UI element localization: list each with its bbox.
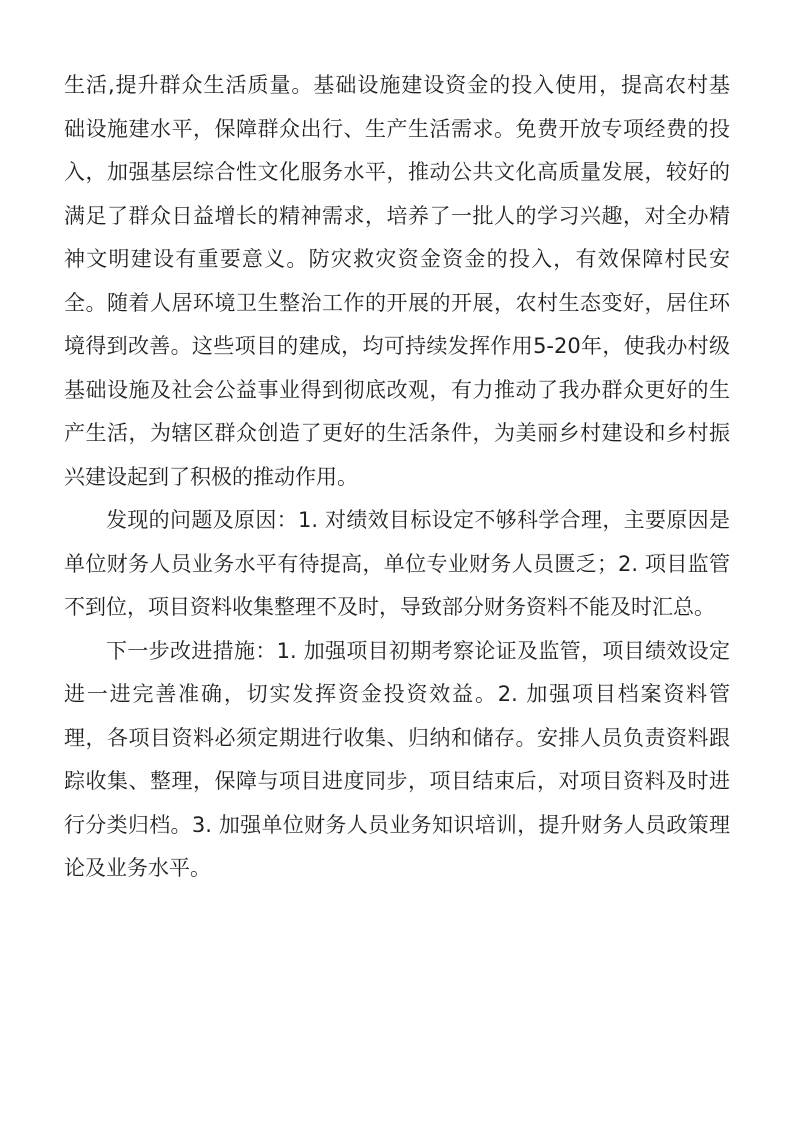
text-line: 下一步改进措施：1. 加强项目初期考察论证及监管，项目绩效设定 — [106, 638, 730, 663]
text-line: 不到位，项目资料收集整理不及时，导致部分财务资料不能及时汇总。 — [64, 595, 715, 619]
text-line: 论及业务水平。 — [64, 856, 211, 880]
text-line: 满足了群众日益增长的精神需求，培养了一批人的学习兴趣，对全办精 — [64, 203, 730, 228]
text-line: 进一进完善准确，切实发挥资金投资效益。2. 加强项目档案资料管 — [64, 682, 730, 706]
text-line: 入，加强基层综合性文化服务水平，推动公共文化高质量发展，较好的 — [64, 160, 730, 184]
text-line: 基础设施及社会公益事业得到彻底改观，有力推动了我办群众更好的生 — [64, 377, 730, 402]
text-line: 行分类归档。3. 加强单位财务人员业务知识培训，提升财务人员政策理 — [64, 812, 730, 837]
text-line: 境得到改善。这些项目的建成，均可持续发挥作用5-20年，使我办村级 — [64, 334, 730, 358]
text-line: 踪收集、整理，保障与项目进度同步，项目结束后，对项目资料及时进 — [64, 769, 730, 793]
text-line: 兴建设起到了积极的推动作用。 — [64, 464, 358, 489]
text-line: 理，各项目资料必须定期进行收集、归纳和储存。安排人员负责资料跟 — [64, 725, 730, 750]
paragraph-problems-and-causes — [64, 499, 730, 630]
text-line: 生活,提升群众生活质量。基础设施建设资金的投入使用，提高农村基 — [64, 73, 730, 97]
document-page — [64, 64, 730, 891]
text-line: 神文明建设有重要意义。防灾救灾资金资金的投入，有效保障村民安 — [64, 247, 730, 271]
text-line: 发现的问题及原因：1. 对绩效目标设定不够科学合理，主要原因是 — [106, 508, 730, 532]
paragraph-improvement-measures — [64, 630, 730, 891]
text-line: 产生活，为辖区群众创造了更好的生活条件，为美丽乡村建设和乡村振 — [64, 421, 730, 445]
text-line: 础设施建水平，保障群众出行、生产生活需求。免费开放专项经费的投 — [64, 116, 730, 141]
paragraph-project-benefits — [64, 64, 730, 499]
text-line: 单位财务人员业务水平有待提高，单位专业财务人员匮乏；2. 项目监管 — [64, 551, 730, 576]
text-line: 全。随着人居环境卫生整治工作的开展的开展，农村生态变好，居住环 — [64, 290, 730, 315]
